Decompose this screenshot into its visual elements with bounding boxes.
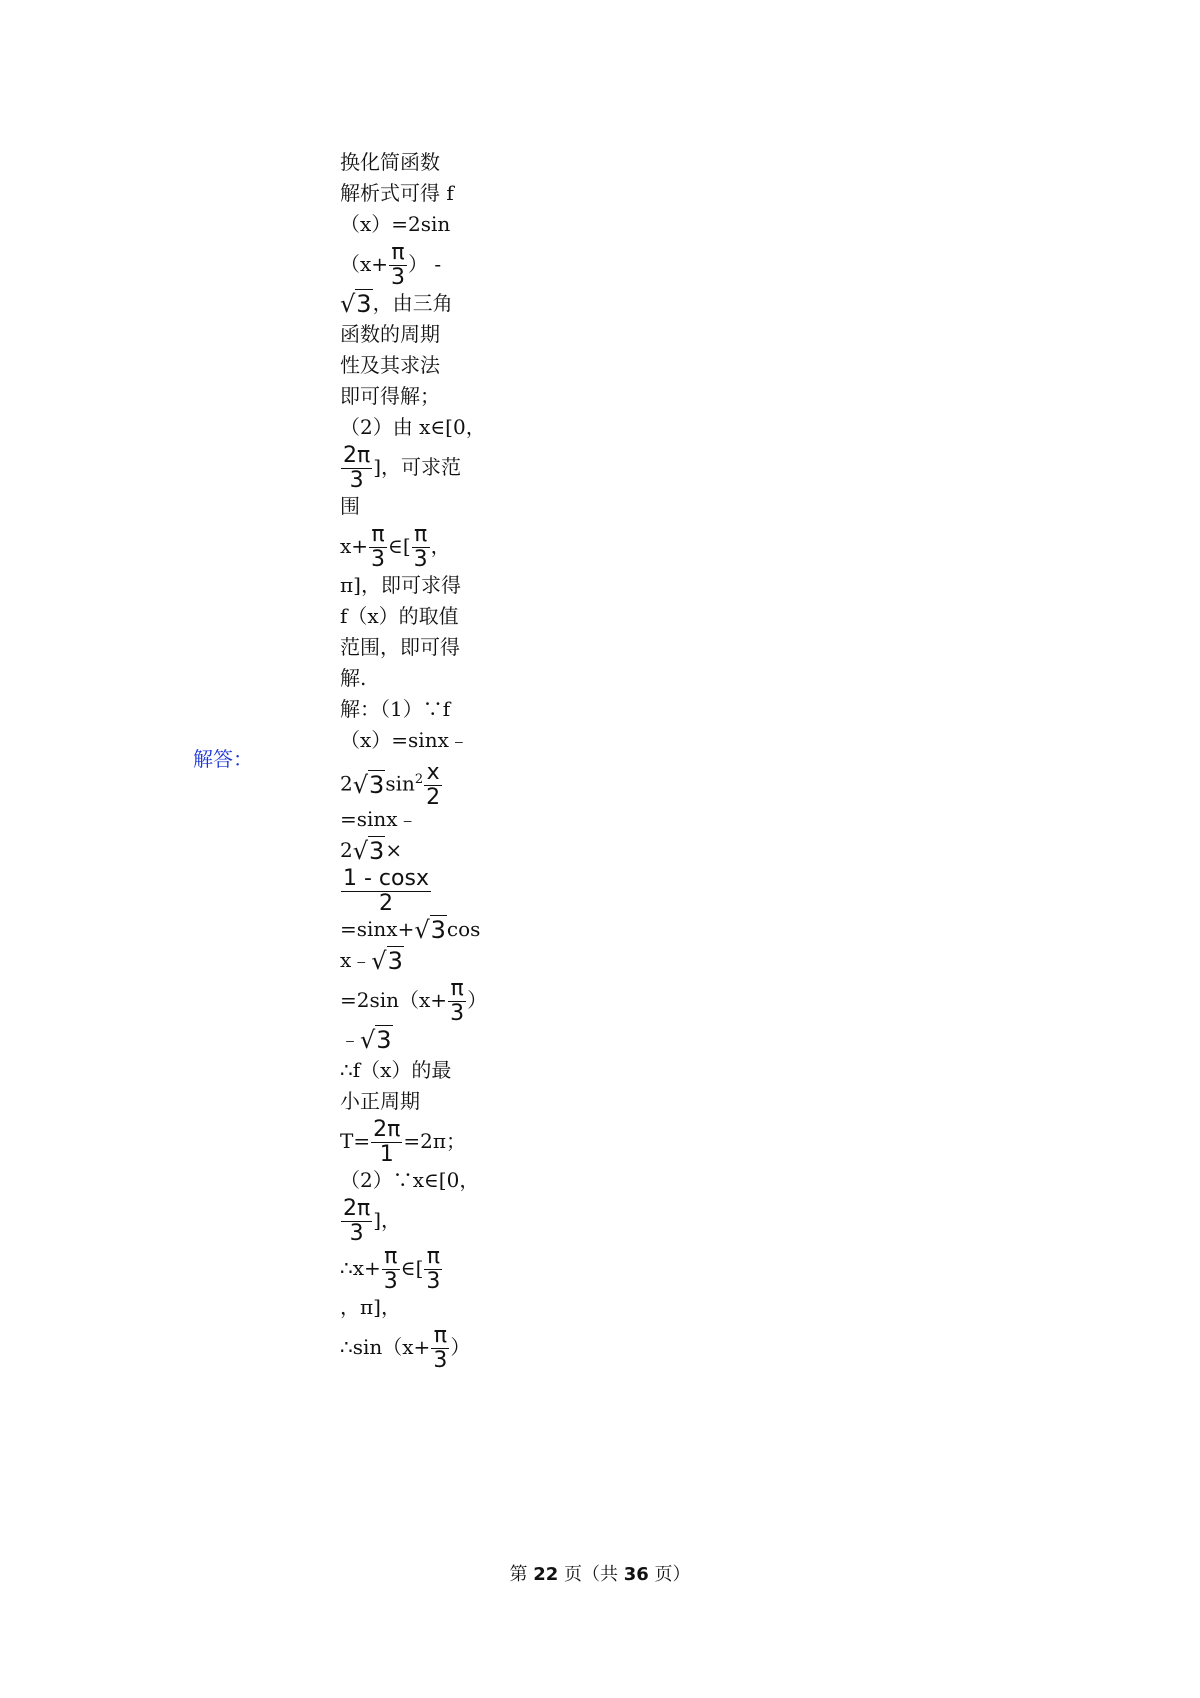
sqrt-3: √3	[360, 1026, 392, 1054]
answer-line: （x）=sinx﹣	[340, 728, 469, 752]
sqrt-3: √3	[340, 290, 372, 318]
page-footer: 第 22 页（共 36 页）	[509, 1564, 691, 1585]
fraction-pi-over-3: $\frac{\pi}{3}$	[413, 522, 428, 572]
answer-line: ∴f（x）的最	[340, 1058, 452, 1082]
analysis-line: （x）=2sin	[340, 212, 451, 236]
answer-line: ，π]，	[340, 1295, 401, 1319]
fraction-x-over-2: $\frac{x}{2}$	[426, 759, 441, 810]
analysis-line: 解.	[340, 666, 367, 690]
sqrt-3: √3	[352, 837, 385, 865]
answer-line: T= $\frac{2\pi}{1}$ =2π；	[340, 1117, 466, 1167]
fraction-2pi-over-3: $\frac{2\pi}{3}$	[343, 1196, 371, 1246]
answer-line	[340, 866, 480, 914]
page-total: 36	[623, 1564, 649, 1585]
analysis-line: 换化简函数	[340, 150, 440, 174]
fraction-1-minus-cosx-over-2: $\frac{1 - \cos x}{2}$	[343, 866, 429, 916]
analysis-line: $\frac{2\pi}{3}$ ]，可求范	[343, 443, 462, 493]
fraction-pi-over-3: $\frac{\pi}{3}$	[433, 1323, 448, 1373]
answer-line: ∴x+ $\frac{\pi}{3}$ ∈[ $\frac{\pi}{3}$	[340, 1244, 441, 1294]
fraction-pi-over-3: $\frac{\pi}{3}$	[371, 522, 386, 572]
answer-line: $2√3\sin^2$ $\frac{x}{2}$	[340, 759, 441, 810]
answer-line: 解：（1）∵f	[340, 697, 451, 721]
solution-column	[340, 147, 488, 1373]
analysis-line: 即可得解；	[340, 384, 440, 408]
fraction-pi-over-3: $\frac{\pi}{3}$	[450, 976, 465, 1026]
analysis-line: 解析式可得 f	[340, 181, 454, 205]
answer-line: =2sin（x+ $\frac{\pi}{3}$ ）	[340, 976, 488, 1026]
answer-line: x﹣√3	[340, 947, 403, 975]
answer-line: 小正周期	[340, 1089, 420, 1113]
analysis-line: 围	[340, 494, 360, 518]
answer-line: =sinx﹣	[340, 807, 418, 831]
analysis-line: π]，即可求得	[340, 573, 461, 597]
answer-line: 2√3×	[340, 837, 403, 865]
answer-line: =sinx+√3cos	[340, 916, 481, 944]
analysis-line: 性及其求法	[340, 353, 440, 377]
analysis-line: x+ $\frac{\pi}{3}$ ∈[ $\frac{\pi}{3}$ ，	[340, 522, 451, 572]
fraction-pi-over-3: $\frac{\pi}{3}$	[426, 1244, 441, 1294]
analysis-line: 函数的周期	[340, 322, 440, 346]
analysis-line: 范围，即可得	[340, 635, 460, 659]
answer-line: （2）∵x∈[0，	[340, 1168, 480, 1192]
answer-label: 解答：	[193, 747, 253, 771]
analysis-line: √3，由三角	[340, 290, 453, 318]
fraction-pi-over-3: $\frac{\pi}{3}$	[383, 1244, 398, 1294]
page-number: 22	[533, 1564, 559, 1585]
fraction-pi-over-3: $\frac{\pi}{3}$	[391, 240, 406, 290]
sqrt-3: √3	[414, 916, 446, 944]
answer-line: ﹣√3	[340, 1026, 392, 1054]
answer-line: $\frac{2\pi}{3}$ ]，	[343, 1196, 402, 1246]
analysis-line: （2）由 x∈[0，	[340, 415, 486, 439]
analysis-line: （x+ $\frac{\pi}{3}$ ） -	[340, 240, 442, 290]
fraction-2pi-over-1: $\frac{2\pi}{1}$	[373, 1117, 401, 1167]
analysis-line: f（x）的取值	[340, 604, 459, 628]
sqrt-3: √3	[352, 771, 385, 800]
sqrt-3: √3	[371, 947, 403, 975]
fraction-2pi-over-3: $\frac{2\pi}{3}$	[343, 443, 371, 493]
answer-line: ∴sin（x+ $\frac{\pi}{3}$ ）	[340, 1323, 471, 1373]
